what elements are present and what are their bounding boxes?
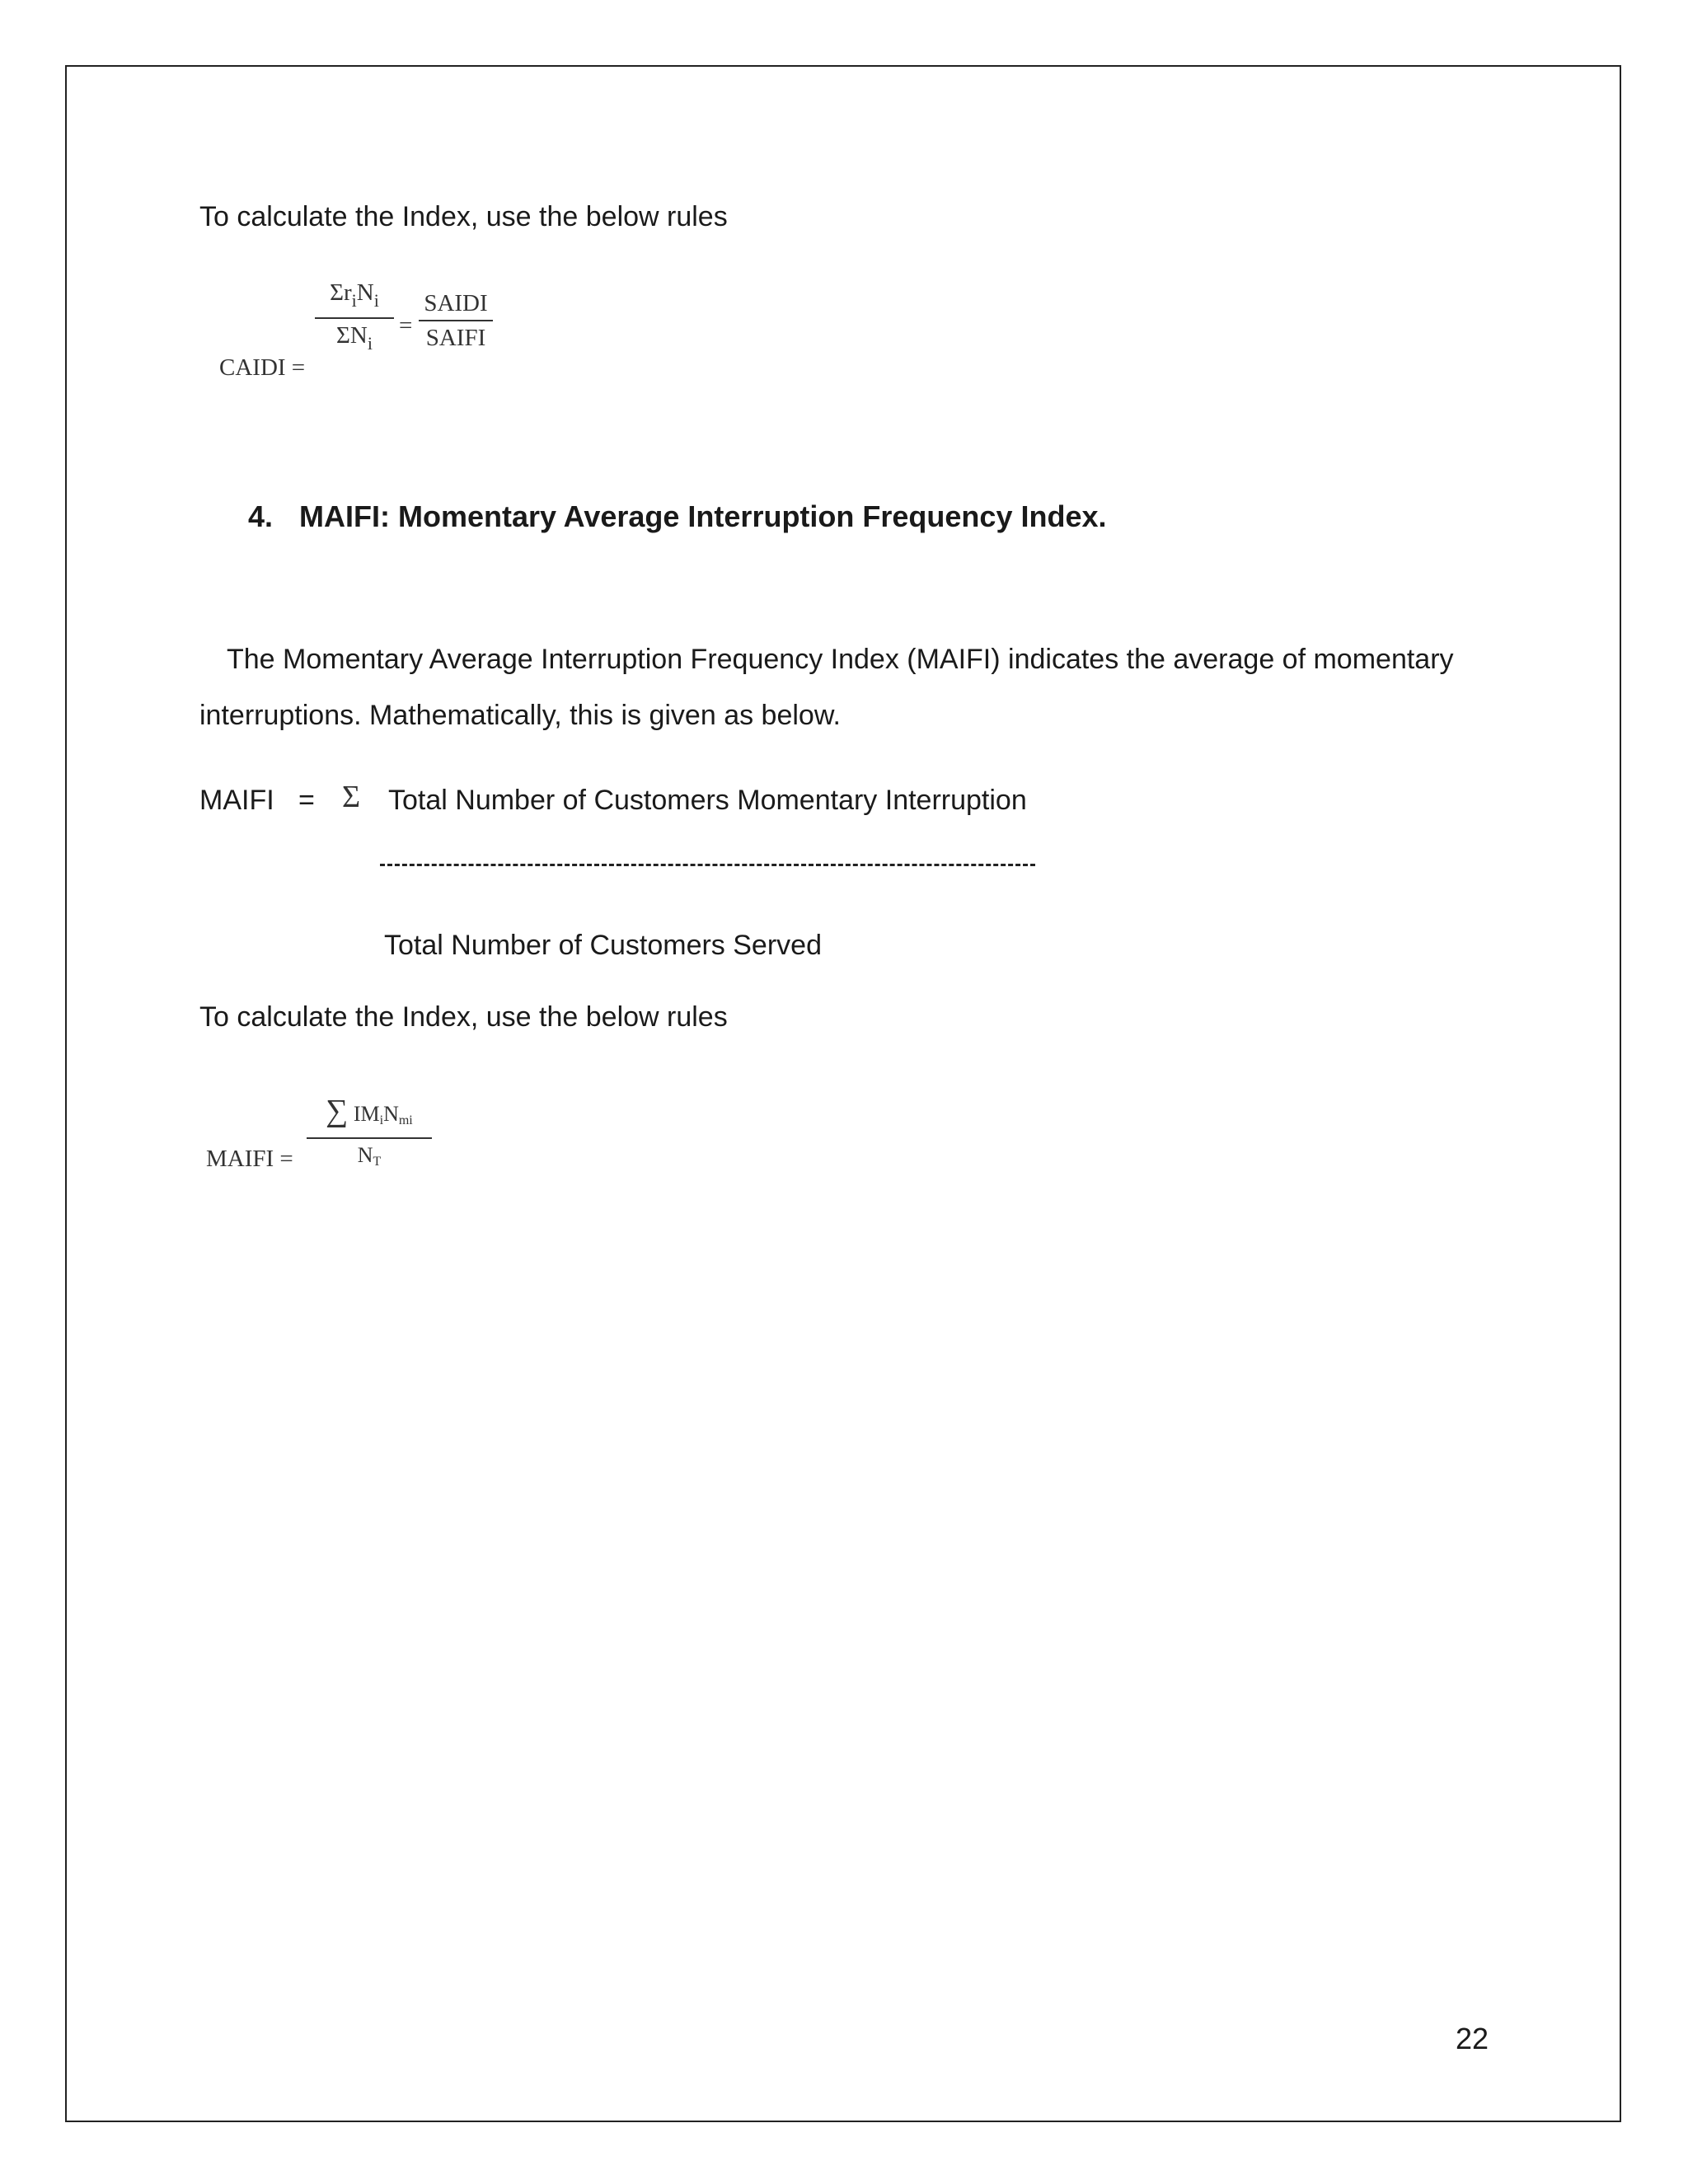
maifi-equals: = (298, 785, 315, 816)
section-title: MAIFI: Momentary Average Interruption Frequency Index. (299, 499, 1107, 533)
sigma-symbol: Σ (342, 780, 361, 814)
caidi-equals: = (399, 312, 413, 339)
paragraph-line-1: The Momentary Average Interruption Frequency Index (MAIFI) indicates the average of momentary (227, 644, 1454, 675)
maifi-formula-label: MAIFI = (206, 1146, 293, 1172)
caidi-sum-numerator: $\Sigma r_iN_i$ (330, 279, 379, 311)
caidi-ratio-fraction (419, 288, 493, 353)
caidi-ratio-denominator: SAIFI (425, 325, 486, 351)
page-number: 22 (1456, 2022, 1489, 2055)
section-heading (248, 499, 1107, 534)
caidi-label: CAIDI = (219, 354, 306, 381)
maifi-fraction-numerator: ∑ $IM_iN_{mi}$ (326, 1094, 413, 1128)
intro-text-2: To calculate the Index, use the below rules (199, 1001, 728, 1033)
section-number: 4. (248, 499, 274, 533)
paragraph-line-2: interruptions. Mathematically, this is given as below. (199, 700, 841, 731)
maifi-numerator: Total Number of Customers Momentary Interruption (388, 785, 1027, 816)
fraction-bar (315, 317, 394, 319)
maifi-denominator: Total Number of Customers Served (384, 930, 822, 961)
caidi-sum-fraction (315, 278, 394, 359)
caidi-sum-denominator: $\Sigma N_i$ (336, 322, 373, 354)
caidi-ratio-numerator: SAIDI (424, 290, 488, 316)
maifi-lhs: MAIFI (199, 785, 274, 816)
fraction-bar (307, 1137, 432, 1139)
fraction-bar (419, 320, 493, 321)
maifi-fraction (307, 1096, 432, 1177)
fraction-dashed-line (380, 864, 1035, 866)
maifi-fraction-denominator: $N_T$ (357, 1143, 382, 1169)
intro-text-1: To calculate the Index, use the below rules (199, 201, 728, 232)
